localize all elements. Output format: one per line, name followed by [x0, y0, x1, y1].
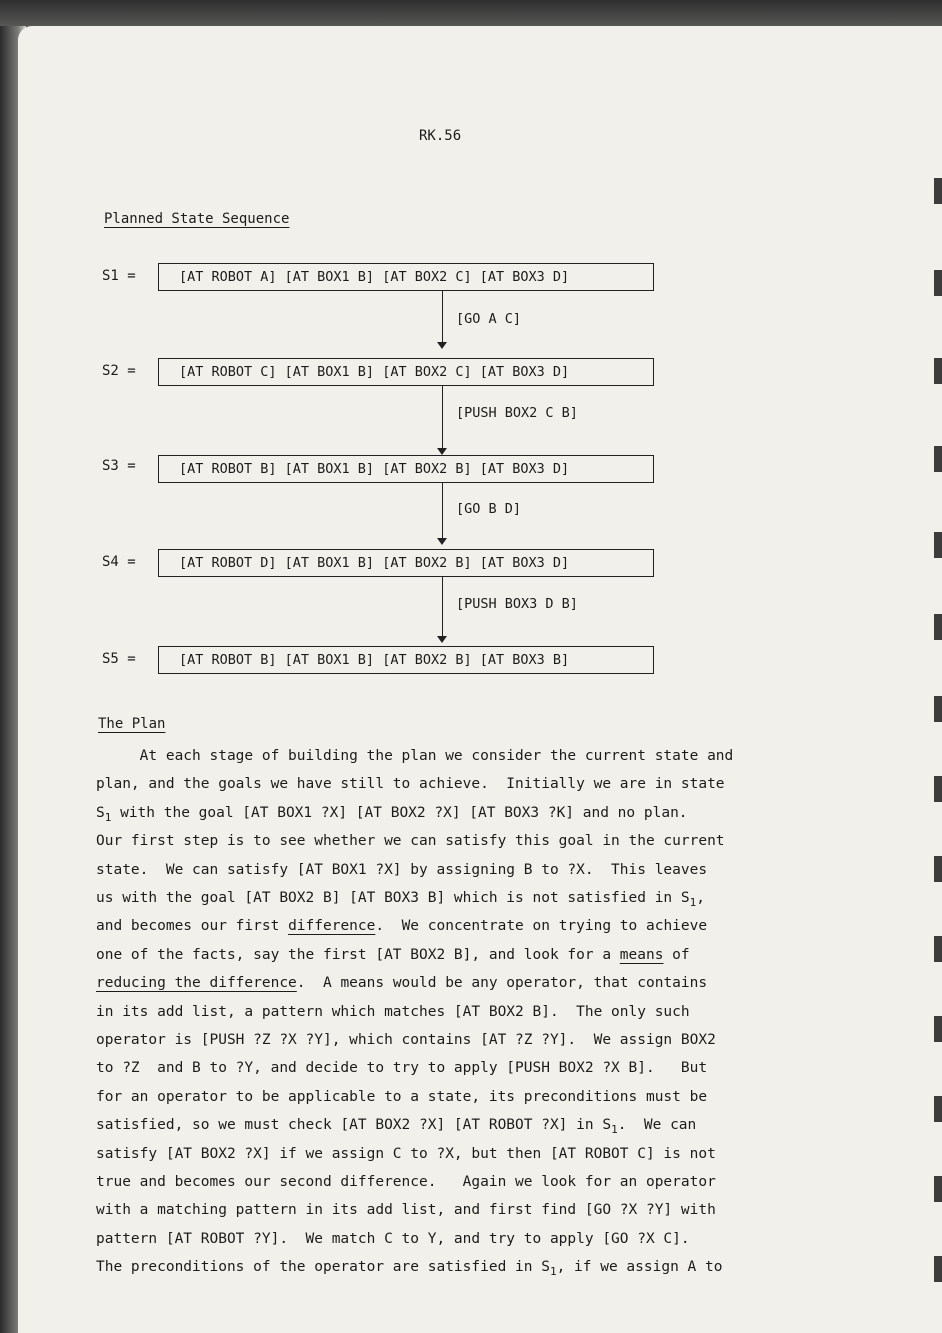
- plan-text-line: satisfied, so we must check [AT BOX2 ?X] [AT ROBOT ?X] in $S_1$. We can: [96, 1117, 697, 1137]
- plan-text-line: with a matching pattern in its add list, and first find [GO ?X ?Y] with: [96, 1202, 716, 1219]
- plan-text-line: reducing the difference. A means would be any operator, that contains: [96, 975, 708, 992]
- state-label-s2: S2 =: [102, 363, 136, 379]
- state-label-s1: S1 =: [102, 268, 136, 284]
- plan-text-line: and becomes our first difference. We concentrate on trying to achieve: [96, 918, 708, 935]
- underlined-term: difference: [288, 918, 376, 935]
- plan-text-line: for an operator to be applicable to a state, its preconditions must be: [96, 1088, 708, 1105]
- section-heading-the-plan: The Plan: [98, 716, 166, 732]
- plan-text-line: pattern [AT ROBOT ?Y]. We match C to Y, and try to apply [GO ?X C].: [96, 1230, 690, 1247]
- plan-text-line: in its add list, a pattern which matches [AT BOX2 B]. The only such: [96, 1003, 690, 1020]
- plan-text-line: state. We can satisfy [AT BOX1 ?X] by assigning B to ?X. This leaves: [96, 861, 708, 878]
- plan-text-line: At each stage of building the plan we consider the current state and: [96, 748, 734, 764]
- operator-label-3: [GO B D]: [456, 501, 522, 517]
- plan-text-line: $S_1$ with the goal [AT BOX1 ?X] [AT BOX2 ?X] [AT BOX3 ?K] and no plan.: [96, 804, 688, 824]
- arrow-head-icon: [437, 538, 447, 545]
- state-box-s5: [AT ROBOT B] [AT BOX1 B] [AT BOX2 B] [AT BOX3 B]: [158, 646, 654, 674]
- state-box-s3: [AT ROBOT B] [AT BOX1 B] [AT BOX2 B] [AT BOX3 D]: [158, 455, 654, 483]
- state-box-s4: [AT ROBOT D] [AT BOX1 B] [AT BOX2 B] [AT BOX3 D]: [158, 549, 654, 577]
- transition-arrow-3: [442, 483, 443, 541]
- subscript: 1: [611, 1123, 618, 1137]
- plan-text-line: The preconditions of the operator are satisfied in $S_1$, if we assign A to: [96, 1259, 723, 1279]
- plan-text-line: operator is [PUSH ?Z ?X ?Y], which contains [AT ?Z ?Y]. We assign BOX2: [96, 1032, 716, 1048]
- transition-arrow-4: [442, 577, 443, 639]
- underlined-term: means: [619, 946, 664, 963]
- operator-label-1: [GO A C]: [456, 311, 522, 327]
- operator-label-4: [PUSH BOX3 D B]: [456, 596, 578, 612]
- plan-text-line: to ?Z and B to ?Y, and decide to try to apply [PUSH BOX2 ?X B]. But: [96, 1060, 708, 1077]
- plan-text-line: satisfy [AT BOX2 ?X] if we assign C to ?X, but then [AT ROBOT C] is not: [96, 1145, 716, 1162]
- state-label-s4: S4 =: [102, 554, 136, 570]
- scan-top-edge: [0, 0, 942, 28]
- subscript: 1: [549, 1265, 557, 1279]
- plan-text-line: Our first step is to see whether we can satisfy this goal in the current: [96, 833, 725, 850]
- underlined-term: reducing the difference: [96, 975, 297, 992]
- state-box-s1: [AT ROBOT A] [AT BOX1 B] [AT BOX2 C] [AT BOX3 D]: [158, 263, 654, 291]
- plan-text-line: us with the goal [AT BOX2 B] [AT BOX3 B] which is not satisfied in $S_1$,: [96, 890, 705, 909]
- operator-label-2: [PUSH BOX2 C B]: [456, 405, 578, 421]
- transition-arrow-1: [442, 291, 443, 347]
- arrow-head-icon: [437, 342, 447, 349]
- arrow-head-icon: [437, 636, 447, 643]
- state-label-s3: S3 =: [102, 458, 136, 474]
- plan-text-line: one of the facts, say the first [AT BOX2 B], and look for a means of: [96, 946, 690, 963]
- subscript: 1: [689, 896, 697, 909]
- subscript: 1: [104, 810, 112, 824]
- section-heading-planned-state-sequence: Planned State Sequence: [104, 211, 290, 227]
- plan-text-line: plan, and the goals we have still to achieve. Initially we are in state: [96, 776, 725, 793]
- state-box-s2: [AT ROBOT C] [AT BOX1 B] [AT BOX2 C] [AT BOX3 D]: [158, 358, 654, 386]
- page-identifier: RK.56: [419, 128, 462, 144]
- arrow-head-icon: [437, 448, 447, 455]
- transition-arrow-2: [442, 386, 443, 452]
- plan-text-line: true and becomes our second difference. Again we look for an operator: [96, 1174, 716, 1190]
- state-label-s5: S5 =: [102, 651, 136, 667]
